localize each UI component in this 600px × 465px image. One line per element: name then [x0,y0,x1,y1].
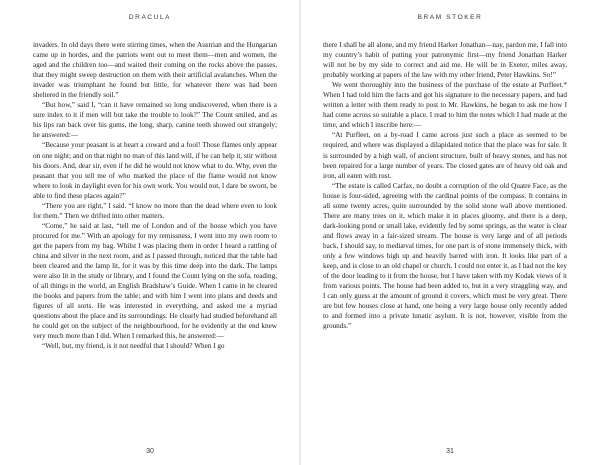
paragraph: “At Purfleet, on a by-road I came across just such a place as seemed to be required, and where was displayed a dilapidated notice that the place was for sale. It is surrounded by a high wall, of ancient structure, built of heavy stones, and has not been repaired for a large number of years. The closed gates are of heavy old oak and iron, all eaten with rust. [323,131,567,180]
paragraph: invaders. In old days there were stirring times, when the Austrian and the Hungarian came up in hordes, and the patriots went out to meet them—men and women, the aged and the children too—and waited their coming on the rocks above the passes, that they might sweep destruction on them with their artificial avalanches. When the invader was triumphant he found but little, for whatever there was had been sheltered in the friendly soil.” [33,41,277,100]
paragraph: “Well, but, my friend, is it not needful that I should? When I go [42,342,225,351]
paragraph: “But how,” said I, “can it have remained so long undiscovered, when there is a sure index to it if men will but take the trouble to look?” The Count smiled, and as his lips ran back over his gums, the long, sharp, canine teeth showed out strangely; he answered:— [33,101,277,140]
paragraph: We went thoroughly into the business of the purchase of the estate at Purfleet.* When I had told him the facts and got his signature to the necessary papers, and had written a letter with them ready to post to Mr. Hawkins, he began to ask me how I had come across so suitable a place. I read to him the notes which I had made at the time, and which I inscribe here:— [323,81,567,130]
left-page-number: 30 [146,448,154,455]
paragraph: “Come,” he said at last, “tell me of London and of the house which you have procured for me.” With an apology for my remissness, I went into my own room to get the papers from my bag. Whilst I was placing them in order I heard a rattling of china and silver in the next room, and as I passed through, noticed that the table had been cleared and the lamp lit, for it was by this time deep into the dark. The lamps were also lit in the study or library, and I found the Count lying on the sofa, reading, of all things in the world, an English Bradshaw’s Guide. When I came in he cleared the books and papers from the table; and with him I went into plans and deeds and figures of all sorts. He was interested in everything, and asked me a myriad questions about the place and its surroundings. He clearly had studied beforehand all he could get on the subject of the neighbourhood, for he evidently at the end knew very much more than I did. When I remarked this, he answered:— [33,221,277,341]
right-page-number: 31 [446,448,454,455]
paragraph: there I shall be all alone, and my friend Harker Jonathan—nay, pardon me, I fall into my country’s habit of putting your patronymic first—my friend Jonathan Harker will not be by my side to correct and aid me. He will be in Exeter, miles away, probably working at papers of the law with my other friend, Peter Hawkins. So!” [323,41,567,80]
left-running-head: DRACULA [128,14,172,21]
paragraph: “There you are right,” I said. “I know no more than the dead where even to look for them.” Then we drifted into other matters. [33,201,277,220]
right-page [300,0,600,465]
left-body-text [33,40,277,441]
paragraph: “Because your peasant is at heart a coward and a fool! Those flames only appear on one night; and on that night no man of this land will, if he can help it, stir without his doors. And, dear sir, even if he did he would not know what to do. Why, even the peasant that you tell me of who marked the place of the flame would not know where to look in daylight even for his own work. You would not, I dare be sworn, be able to find these places again?” [33,141,277,200]
right-body-text [323,40,567,441]
right-running-head: BRAM STOKER [417,14,483,21]
paragraph: “The estate is called Carfax, no doubt a corruption of the old Quatre Face, as the house is four-sided, agreeing with the cardinal points of the compass. It contains in all some twenty acres, quite surrounded by the solid stone wall above mentioned. There are many trees on it, which make it in places gloomy, and there is a deep, dark-looking pond or small lake, evidently fed by some springs, as the water is clear and flows away in a fair-sized stream. The house is very large and of all periods back, I should say, to mediæval times, for one part is of stone immensely thick, with only a few windows high up and heavily barred with iron. It looks like part of a keep, and is close to an old chapel or church. I could not enter it, as I had not the key of the door leading to it from the house, but I have taken with my Kodak views of it from various points. The house had been added to, but in a very straggling way, and I can only guess at the amount of ground it covers, which must be very great. There are but few houses close at hand, one being a very large house only recently added to and formed into a private lunatic asylum. It is not, however, visible from the grounds.” [323,181,567,331]
